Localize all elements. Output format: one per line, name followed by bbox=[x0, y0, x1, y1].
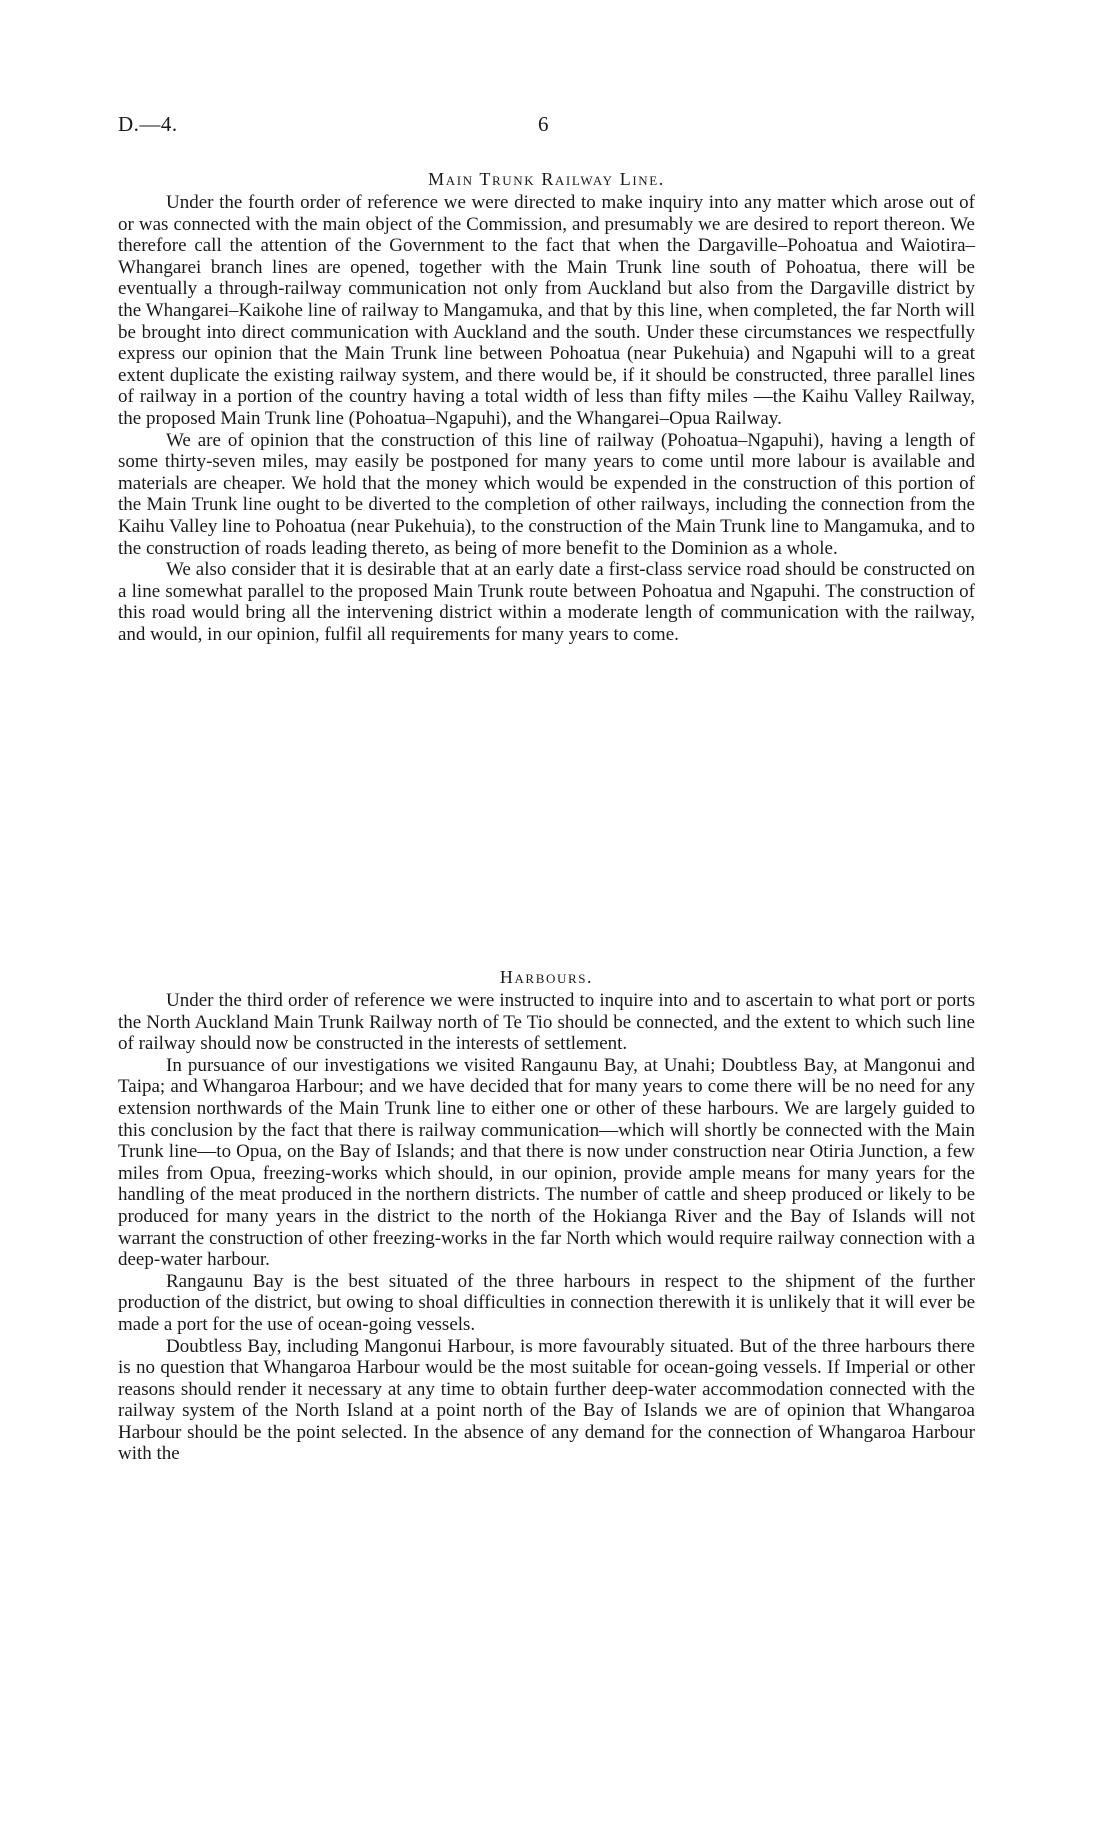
section-harbours bbox=[118, 966, 975, 1465]
section-heading: Harbours. bbox=[499, 967, 594, 987]
paragraph: Under the third order of reference we were instructed to inquire into and to ascertain to what port or ports the North Auckland Main Trunk Railway north of Te Tio should be connected, and the extent to which such line of railway should now be constructed in the interests of settlement. bbox=[118, 990, 975, 1055]
section-heading: Main Trunk Railway Line. bbox=[428, 169, 665, 189]
paragraph: Under the fourth order of reference we were directed to make inquiry into any matter which arose out of or was connected with the main object of the Commission, and presumably we are desired to report thereon. We therefore call the attention of the Government to the fact that when the Dargaville–Pohoatua and Waiotira–Whangarei branch lines are opened, together with the Main Trunk line south of Pohoatua, there will be eventually a through-railway communication not only from Auckland but also from the Dargaville district by the Whangarei–Kaikohe line of railway to Mangamuka, and that by this line, when completed, the far North will be brought into direct communication with Auckland and the south. Under these circumstances we respectfully express our opinion that the Main Trunk line between Pohoatua (near Pukehuia) and Ngapuhi will to a great extent duplicate the existing railway system, and there would be, if it should be constructed, three parallel lines of railway in a portion of the country having a total width of less than fifty miles —the Kaihu Valley Railway, the proposed Main Trunk line (Pohoatua–Ngapuhi), and the Whangarei–Opua Railway. bbox=[118, 192, 975, 429]
page-number: 6 bbox=[538, 112, 549, 136]
paragraph: Doubtless Bay, including Mangonui Harbour, is more favourably situated. But of the three harbours there is no question that Whangaroa Harbour would be the most suitable for ocean-going vessels. If Imperial or other reasons should render it necessary at any time to obtain further deep-water accommodation connected with the railway system of the North Island at a point north of the Bay of Islands we are of opinion that Whangaroa Harbour should be the point selected. In the absence of any demand for the connection of Whangaroa Harbour with the bbox=[118, 1335, 975, 1465]
page-header bbox=[0, 112, 1114, 142]
paragraph: In pursuance of our investigations we visited Rangaunu Bay, at Unahi; Doubtless Bay, at Mangonui and Taipa; and Whangaroa Harbour; and we have decided that for many years to come there will be no need for any extension northwards of the Main Trunk line to either one or other of these harbours. We are largely guided to this conclusion by the fact that there is railway communication—which will shortly be connected with the Main Trunk line—to Opua, on the Bay of Islands; and that there is now under construction near Otiria Junction, a few miles from Opua, freezing-works which should, in our opinion, provide ample means for many years for the handling of the meat produced in the northern districts. The number of cattle and sheep produced or likely to be produced for many years in the district to the north of the Hokianga River and the Bay of Islands will not warrant the construction of other freezing-works in the far North which would require railway connection with a deep-water harbour. bbox=[118, 1054, 975, 1271]
paragraph: Rangaunu Bay is the best situated of the three harbours in respect to the shipment of the further production of the district, but owing to shoal difficulties in connection therewith it is unlikely that it will ever be made a port for the use of ocean-going vessels. bbox=[118, 1270, 975, 1335]
document-reference: D.—4. bbox=[118, 112, 178, 136]
paragraph: We are of opinion that the construction of this line of railway (Pohoatua–Ngapuhi), having a length of some thirty-seven miles, may easily be postponed for many years to come until more labour is available and materials are cheaper. We hold that the money which would be expended in the construction of this portion of the Main Trunk line ought to be diverted to the completion of other railways, including the connection from the Kaihu Valley line to Pohoatua (near Pukehuia), to the construction of the Main Trunk line to Mangamuka, and to the construction of roads leading thereto, as being of more benefit to the Dominion as a whole. bbox=[118, 429, 975, 559]
paragraph: We also consider that it is desirable that at an early date a first-class service road should be constructed on a line somewhat parallel to the proposed Main Trunk route between Pohoatua and Ngapuhi. The construction of this road would bring all the intervening district within a moderate length of communication with the railway, and would, in our opinion, fulfil all requirements for many years to come. bbox=[118, 559, 975, 645]
section-main-trunk-railway bbox=[118, 168, 975, 645]
